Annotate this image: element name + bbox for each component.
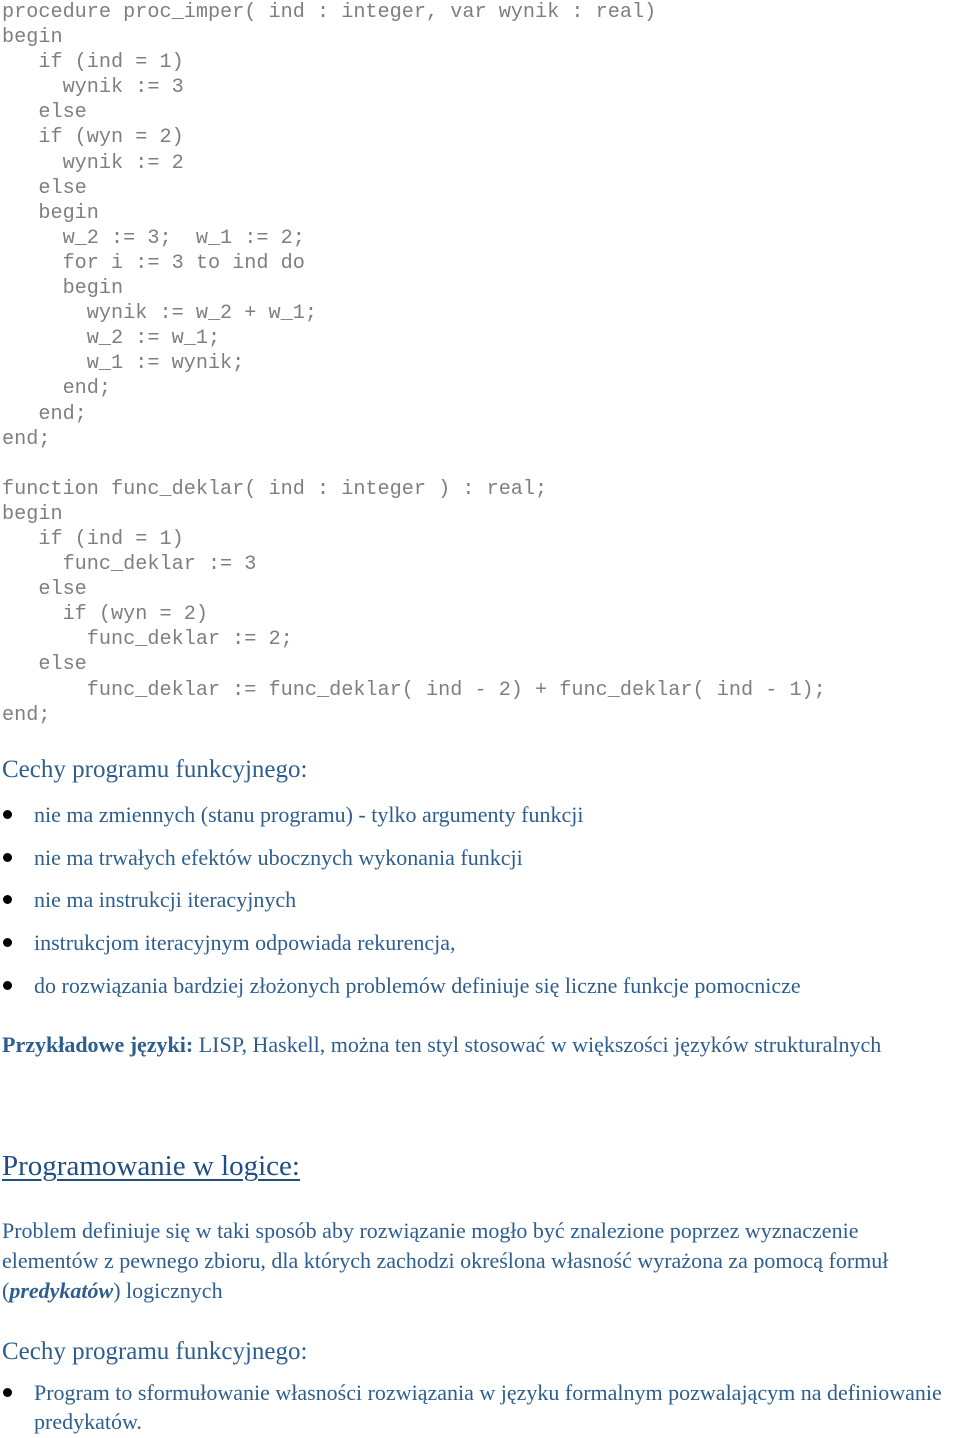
code-line: end; (2, 377, 112, 401)
bullet-icon (3, 810, 12, 819)
code-line: else (2, 101, 87, 125)
code-line: w_2 := 3; w_1 := 2; (2, 226, 305, 250)
code-line: function func_deklar( ind : integer ) : real; (2, 477, 548, 501)
bullet-icon (3, 895, 12, 904)
code-line: wynik := 3 (2, 76, 184, 100)
code-line: if (wyn = 2) (2, 603, 208, 627)
code-line: func_deklar := 2; (2, 628, 293, 652)
logic-paragraph (2, 1216, 957, 1305)
code-block (2, 0, 826, 728)
bullet-icon (3, 1388, 12, 1397)
list-item-text: nie ma trwałych efektów ubocznych wykonania funkcji (34, 844, 523, 870)
features-heading: Cechy programu funkcyjnego: (2, 756, 308, 783)
list-item (0, 885, 801, 928)
list-item (0, 971, 801, 1014)
code-line: else (2, 176, 87, 200)
code-line: begin (2, 26, 63, 50)
logic-paragraph-text-end: ) logicznych (113, 1277, 223, 1303)
code-line: wynik := w_2 + w_1; (2, 302, 317, 326)
code-line: procedure proc_imper( ind : integer, var wynik : real) (2, 1, 657, 24)
code-line: func_deklar := func_deklar( ind - 2) + func_deklar( ind - 1); (2, 678, 826, 702)
code-line: end; (2, 427, 51, 451)
code-line: if (ind = 1) (2, 51, 184, 75)
code-line: else (2, 653, 87, 677)
predicates-term: predykatów (9, 1277, 114, 1303)
example-languages-label: Przykładowe języki: (2, 1032, 194, 1057)
logic-features-list (0, 1378, 960, 1436)
list-item (0, 800, 801, 843)
features-list (0, 800, 801, 1013)
code-line: begin (2, 201, 99, 225)
list-item (0, 928, 801, 971)
code-line (2, 452, 826, 477)
bullet-icon (3, 853, 12, 862)
bullet-icon (3, 981, 12, 990)
features-heading-2: Cechy programu funkcyjnego: (2, 1338, 308, 1365)
list-item-text: nie ma zmiennych (stanu programu) - tylko argumenty funkcji (34, 802, 584, 827)
code-line: wynik := 2 (2, 151, 184, 175)
list-item-text: instrukcjom iteracyjnym odpowiada rekurencja, (34, 930, 456, 956)
code-line: func_deklar := 3 (2, 553, 257, 577)
code-line: end; (2, 402, 87, 426)
code-line: else (2, 578, 87, 602)
section-title: Programowanie w logice: (2, 1150, 300, 1182)
list-item-text: Program to sformułowanie własności rozwiązania w języku formalnym pozwalającym na definiowanie predykatów. (34, 1380, 942, 1434)
logic-paragraph-text: Problem definiuje się w taki sposób aby rozwiązanie mogło być znalezione poprzez wyznaczenie elementów z pewnego zbioru, dla których zachodzi określona własność wyrażona za pomocą formuł ( (2, 1218, 889, 1303)
code-line: for i := 3 to ind do (2, 251, 305, 275)
list-item (0, 843, 801, 886)
list-item-text: do rozwiązania bardziej złożonych problemów definiuje się liczne funkcje pomocnicze (34, 972, 801, 998)
code-line: if (ind = 1) (2, 527, 184, 551)
bullet-icon (3, 938, 12, 947)
list-item-text: nie ma instrukcji iteracyjnych (34, 887, 297, 913)
example-languages (2, 1030, 957, 1060)
code-line: w_2 := w_1; (2, 327, 221, 351)
code-line: begin (2, 277, 124, 301)
code-line: if (wyn = 2) (2, 126, 184, 150)
example-languages-text: LISP, Haskell, można ten styl stosować w większości języków strukturalnych (193, 1032, 882, 1057)
code-line: begin (2, 502, 63, 526)
code-line: w_1 := wynik; (2, 352, 245, 376)
code-line: end; (2, 703, 51, 727)
list-item (0, 1378, 960, 1436)
